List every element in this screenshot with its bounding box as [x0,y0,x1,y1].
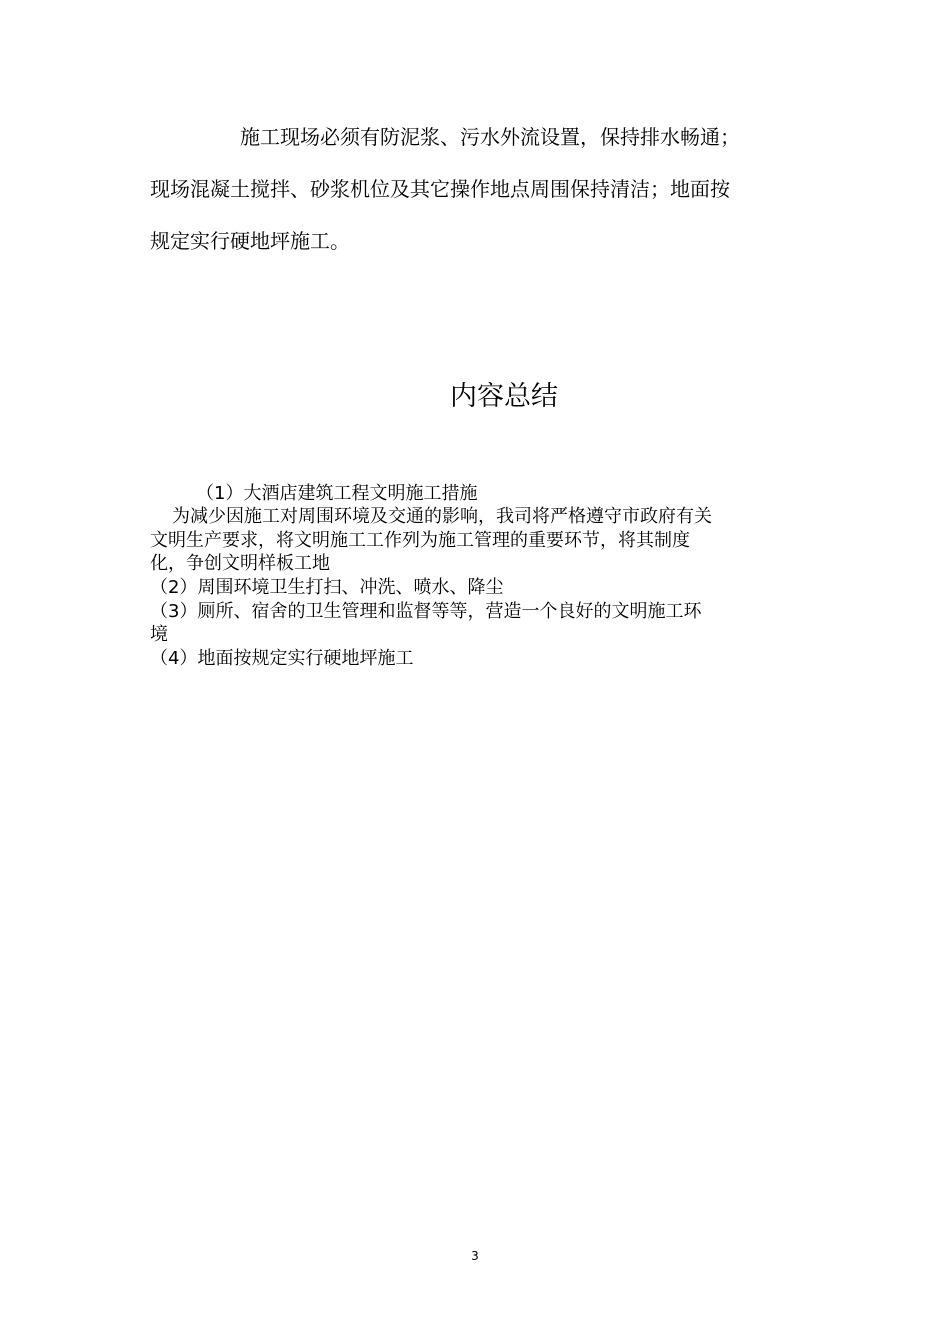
body-paragraph-line-2: 现场混凝土搅拌、砂浆机位及其它操作地点周围保持清洁；地面按 [150,177,730,201]
page-number: 3 [471,1249,479,1263]
summary-item-3: （2）周围环境卫生打扫、冲洗、喷水、降尘 [150,577,504,598]
body-paragraph-line-1: 施工现场必须有防泥浆、污水外流设置，保持排水畅通； [240,125,740,149]
summary-item-2-line-3: 化，争创文明样板工地 [150,553,330,574]
body-paragraph-line-3: 规定实行硬地坪施工。 [150,229,350,253]
summary-heading: 内容总结 [450,381,558,412]
summary-item-1: （1）大酒店建筑工程文明施工措施 [196,483,478,504]
summary-item-2-line-1: 为减少因施工对周围环境及交通的影响，我司将严格遵守市政府有关 [172,506,712,527]
summary-item-4-line-2: 境 [150,624,168,645]
summary-item-2-line-2: 文明生产要求，将文明施工工作列为施工管理的重要环节，将其制度 [150,530,690,551]
summary-item-4-line-1: （3）厕所、宿舍的卫生管理和监督等等，营造一个良好的文明施工环 [150,601,702,622]
summary-item-5: （4）地面按规定实行硬地坪施工 [150,648,414,669]
